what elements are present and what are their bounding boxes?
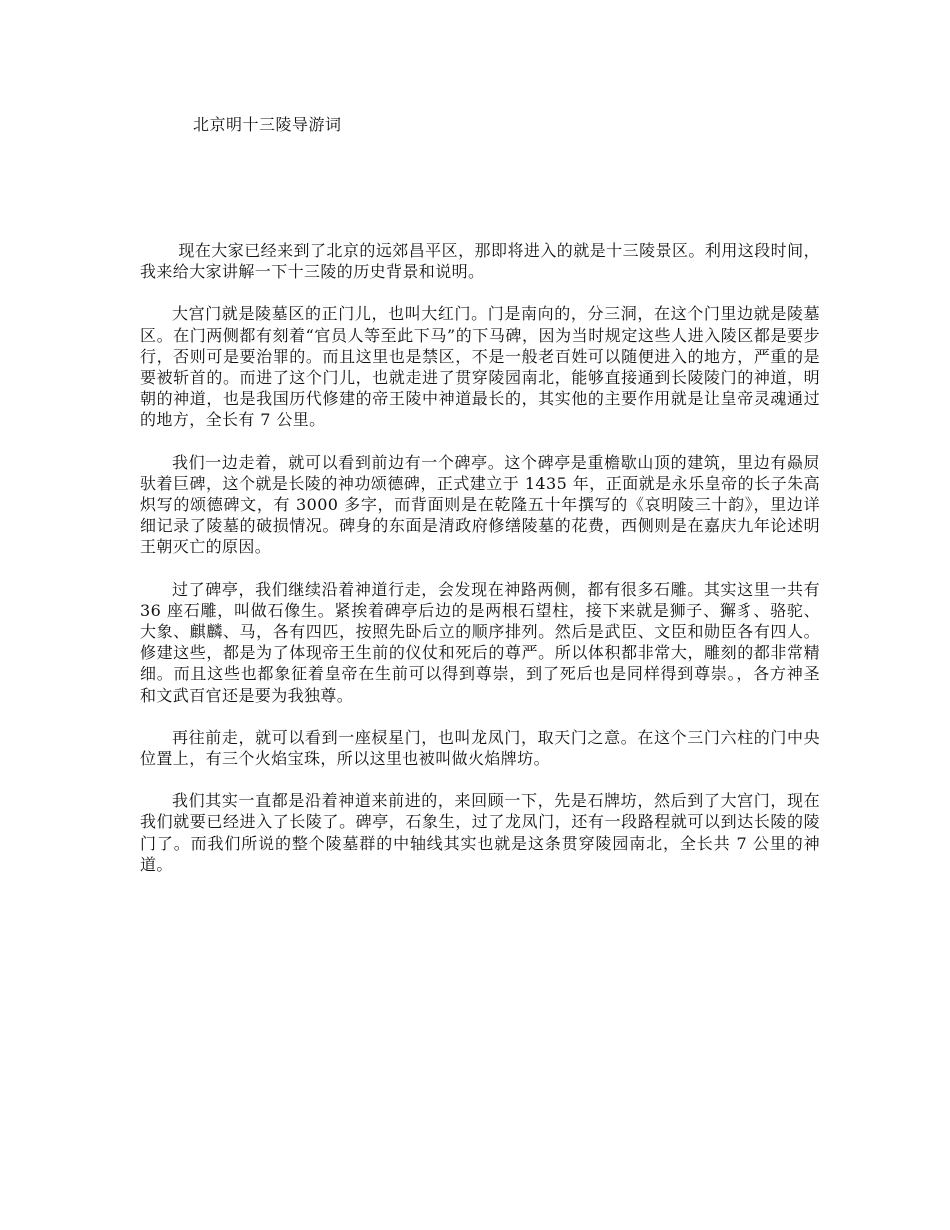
paragraph-great-palace-gate: 大宫门就是陵墓区的正门儿，也叫大红门。门是南向的，分三洞，在这个门里边就是陵墓区。在门两侧都有刻着“官员人等至此下马”的下马碑，因为当时规定这些人进入陵区都是要步行，否则可是要治罪的。而且这里也是禁区，不是一般老百姓可以随便进入的地方，严重的是要被斩首的。而进了这个门儿，也就走进了贯穿陵园南北，能够直接通到长陵陵门的神道，明朝的神道，也是我国历代修建的帝王陵中神道最长的，其实他的主要作用就是让皇帝灵魂通过的地方，全长有 7 公里。 bbox=[140, 304, 820, 430]
paragraph-stone-statues: 过了碑亭，我们继续沿着神道行走，会发现在神路两侧，都有很多石雕。其实这里一共有 36 座石雕，叫做石像生。紧挨着碑亭后边的是两根石望柱，接下来就是狮子、獬豸、骆驼、大象、麒麟、马，各有四匹，按照先卧后立的顺序排列。然后是武臣、文臣和勋臣各有四人。修建这些，都是为了体现帝王生前的仪仗和死后的尊严。所以体积都非常大，雕刻的都非常精细。而且这些也都象征着皇帝在生前可以得到尊崇，到了死后也是同样得到尊崇。，各方神圣和文武百官还是要为我独尊。 bbox=[140, 579, 820, 705]
paragraph-intro: 现在大家已经来到了北京的远郊昌平区，那即将进入的就是十三陵景区。利用这段时间，我来给大家讲解一下十三陵的历史背景和说明。 bbox=[140, 241, 820, 282]
document-body bbox=[140, 240, 820, 896]
document-title: 北京明十三陵导游词 bbox=[193, 115, 342, 134]
paragraph-lingxing-gate: 再往前走，就可以看到一座棂星门，也叫龙凤门，取天门之意。在这个三门六柱的门中央位置上，有三个火焰宝珠，所以这里也被叫做火焰牌坊。 bbox=[140, 727, 820, 769]
paragraph-summary: 我们其实一直都是沿着神道来前进的，来回顾一下，先是石牌坊，然后到了大宫门，现在我们就要已经进入了长陵了。碑亭，石象生，过了龙凤门，还有一段路程就可以到达长陵的陵门了。而我们所说的整个陵墓群的中轴线其实也就是这条贯穿陵园南北，全长共 7 公里的神道。 bbox=[140, 791, 820, 874]
paragraph-stele-pavilion: 我们一边走着，就可以看到前边有一个碑亭。这个碑亭是重檐歇山顶的建筑，里边有赑屃驮着巨碑，这个就是长陵的神功颂德碑，正式建立于 1435 年，正面就是永乐皇帝的长子朱高炽写的颂德碑文，有 3000 多字，而背面则是在乾隆五十年撰写的《哀明陵三十韵》，里边详细记录了陵墓的破损情况。碑身的东面是清政府修缮陵墓的花费，西侧则是在嘉庆九年论述明王朝灭亡的原因。 bbox=[140, 452, 820, 557]
